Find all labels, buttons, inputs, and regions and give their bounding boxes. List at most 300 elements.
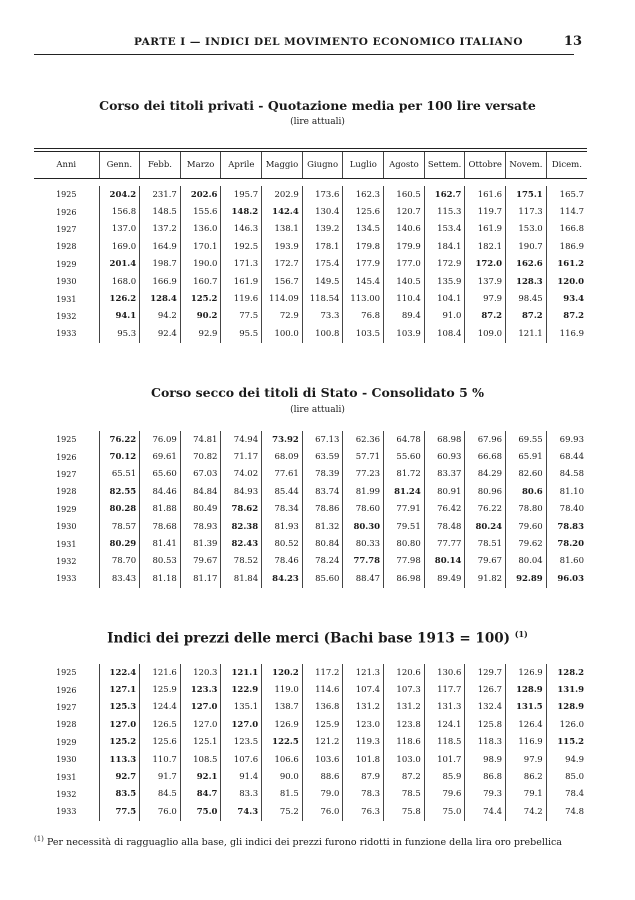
table-cell: 92.4: [140, 325, 181, 342]
table-row: [34, 716, 587, 733]
table-cell: 74.02: [221, 466, 262, 483]
table-cell: 84.23: [262, 570, 303, 587]
table-row: [34, 273, 587, 290]
table-cell: 126.0: [546, 716, 587, 733]
table-cell: 75.0: [180, 803, 221, 820]
row-year: 1931: [56, 539, 77, 549]
table-row: [34, 553, 587, 570]
table-row: [34, 483, 587, 500]
table-cell: 126.7: [465, 681, 506, 698]
table-cell: 132.4: [465, 699, 506, 716]
table-cell: 125.6: [343, 203, 384, 220]
table-cell: 78.46: [262, 553, 303, 570]
table-cell: 138.1: [262, 221, 303, 238]
table-cell: 65.91: [506, 448, 547, 465]
table-cell: 123.5: [221, 734, 262, 751]
table-cell: 127.0: [99, 716, 140, 733]
table-cell: 78.3: [343, 786, 384, 803]
table-cell: 80.49: [180, 501, 221, 518]
table-row: [34, 186, 587, 203]
table-row: [34, 203, 587, 220]
table-cell: 95.5: [221, 325, 262, 342]
table-cell: 125.1: [180, 734, 221, 751]
column-header-month: Aprile: [221, 152, 262, 178]
table-cell: 64.78: [384, 431, 425, 448]
table-cell: 77.78: [343, 553, 384, 570]
table-cell: 80.84: [302, 535, 343, 552]
header-bottom-rule: [34, 178, 587, 179]
table-cell: 78.93: [180, 518, 221, 535]
table-cell: 121.1: [506, 325, 547, 342]
table-cell: 153.0: [506, 221, 547, 238]
table-cell: 113.00: [343, 290, 384, 307]
table-cell: 78.24: [302, 553, 343, 570]
table-cell: 83.5: [99, 786, 140, 803]
table-cell: 124.1: [424, 716, 465, 733]
table-cell: 121.1: [221, 664, 262, 681]
table-row: [34, 238, 587, 255]
table-row: [34, 734, 587, 751]
table-cell: 95.3: [99, 325, 140, 342]
table-cell: 106.6: [262, 751, 303, 768]
table-cell: 74.8: [546, 803, 587, 820]
table-cell: 119.0: [262, 681, 303, 698]
table-cell: 98.45: [506, 290, 547, 307]
section1-table: [34, 186, 587, 343]
footnote-marker: (1): [34, 835, 44, 843]
table-cell: 165.7: [546, 186, 587, 203]
table-cell: 120.0: [546, 273, 587, 290]
table-cell: 80.30: [343, 518, 384, 535]
table-cell: 80.14: [424, 553, 465, 570]
table-row: [34, 448, 587, 465]
table-cell: 126.4: [506, 716, 547, 733]
table-cell: 108.5: [180, 751, 221, 768]
row-year: 1930: [56, 522, 77, 532]
table-cell: 78.20: [546, 535, 587, 552]
table-cell: 116.9: [546, 325, 587, 342]
table-row: [34, 535, 587, 552]
table-cell: 101.8: [343, 751, 384, 768]
row-year: 1930: [56, 755, 77, 765]
table-cell: 87.2: [465, 308, 506, 325]
table-cell: 121.3: [343, 664, 384, 681]
table-cell: 107.3: [384, 681, 425, 698]
table-cell: 140.5: [384, 273, 425, 290]
table-cell: 128.2: [546, 664, 587, 681]
table-row: [34, 664, 587, 681]
table-cell: 78.83: [546, 518, 587, 535]
table-cell: 113.3: [99, 751, 140, 768]
row-year: 1932: [56, 556, 77, 566]
table-cell: 81.10: [546, 483, 587, 500]
table-cell: 80.96: [465, 483, 506, 500]
column-header-month: Ottobre: [465, 152, 506, 178]
running-title: PARTE I — INDICI DEL MOVIMENTO ECONOMICO ITALIANO: [134, 36, 524, 48]
table-cell: 76.0: [140, 803, 181, 820]
column-header-month: Marzo: [180, 152, 221, 178]
table-cell: 75.0: [424, 803, 465, 820]
table-cell: 79.62: [506, 535, 547, 552]
section1-title: Corso dei titoli privati - Quotazione media per 100 lire versate: [99, 98, 536, 113]
table-cell: 107.6: [221, 751, 262, 768]
table-cell: 67.96: [465, 431, 506, 448]
table-cell: 166.8: [546, 221, 587, 238]
table-cell: 80.6: [506, 483, 547, 500]
table-cell: 126.2: [99, 290, 140, 307]
table-cell: 76.0: [302, 803, 343, 820]
table-cell: 78.62: [221, 501, 262, 518]
table-cell: 103.0: [384, 751, 425, 768]
table-cell: 66.68: [465, 448, 506, 465]
table-cell: 79.67: [180, 553, 221, 570]
table-cell: 125.8: [465, 716, 506, 733]
table-cell: 198.7: [140, 256, 181, 273]
table-cell: 97.9: [506, 751, 547, 768]
row-year: 1925: [56, 435, 77, 445]
table-cell: 85.0: [546, 768, 587, 785]
table-cell: 162.7: [424, 186, 465, 203]
table-cell: 126.9: [262, 716, 303, 733]
table-cell: 93.4: [546, 290, 587, 307]
table-cell: 89.49: [424, 570, 465, 587]
column-header-month: Luglio: [343, 152, 384, 178]
row-year: 1927: [56, 702, 77, 712]
table-cell: 126.5: [140, 716, 181, 733]
row-year: 1926: [56, 207, 77, 217]
section2-title: Corso secco dei titoli di Stato - Consolidato 5 %: [151, 385, 484, 400]
table-cell: 74.2: [506, 803, 547, 820]
table-cell: 124.4: [140, 699, 181, 716]
table-row: [34, 221, 587, 238]
table-cell: 88.47: [343, 570, 384, 587]
table-cell: 91.0: [424, 308, 465, 325]
table-cell: 182.1: [465, 238, 506, 255]
footnote: [34, 835, 594, 848]
table-cell: 134.5: [343, 221, 384, 238]
table-cell: 195.7: [221, 186, 262, 203]
table-cell: 131.2: [384, 699, 425, 716]
table-cell: 118.54: [302, 290, 343, 307]
row-year: 1926: [56, 452, 77, 462]
table-cell: 92.7: [99, 768, 140, 785]
table-cell: 86.8: [465, 768, 506, 785]
table-cell: 77.23: [343, 466, 384, 483]
table-cell: 175.1: [506, 186, 547, 203]
table-cell: 146.3: [221, 221, 262, 238]
table-cell: 204.2: [99, 186, 140, 203]
table-cell: 128.4: [140, 290, 181, 307]
table-cell: 91.82: [465, 570, 506, 587]
table-cell: 77.5: [221, 308, 262, 325]
table-cell: 87.2: [384, 768, 425, 785]
table-cell: 122.9: [221, 681, 262, 698]
table-cell: 78.4: [546, 786, 587, 803]
column-header-month: Novem.: [506, 152, 547, 178]
table-cell: 91.4: [221, 768, 262, 785]
row-year: 1928: [56, 487, 77, 497]
table-cell: 78.70: [99, 553, 140, 570]
table-cell: 81.41: [140, 535, 181, 552]
section1-subtitle: (lire attuali): [290, 117, 345, 127]
table-cell: 77.98: [384, 553, 425, 570]
table-cell: 79.6: [424, 786, 465, 803]
table-cell: 81.32: [302, 518, 343, 535]
table-cell: 171.3: [221, 256, 262, 273]
table-cell: 57.71: [343, 448, 384, 465]
table-row: [34, 786, 587, 803]
table-cell: 82.60: [506, 466, 547, 483]
table-cell: 63.59: [302, 448, 343, 465]
table-row: [34, 751, 587, 768]
table-cell: 231.7: [140, 186, 181, 203]
table-cell: 100.8: [302, 325, 343, 342]
table-cell: 74.94: [221, 431, 262, 448]
table-top-rule: [34, 148, 587, 149]
table-cell: 164.9: [140, 238, 181, 255]
table-cell: 175.4: [302, 256, 343, 273]
table-cell: 136.0: [180, 221, 221, 238]
section2-table: [34, 431, 587, 588]
table-cell: 79.51: [384, 518, 425, 535]
table-cell: 119.6: [221, 290, 262, 307]
table-cell: 118.5: [424, 734, 465, 751]
row-year: 1931: [56, 294, 77, 304]
section3-title-note: (1): [514, 629, 528, 639]
table-cell: 92.89: [506, 570, 547, 587]
table-cell: 122.5: [262, 734, 303, 751]
table-cell: 78.80: [506, 501, 547, 518]
table-cell: 83.3: [221, 786, 262, 803]
table-cell: 193.9: [262, 238, 303, 255]
table-cell: 90.2: [180, 308, 221, 325]
table-cell: 162.6: [506, 256, 547, 273]
table-cell: 135.9: [424, 273, 465, 290]
table-cell: 85.44: [262, 483, 303, 500]
table-cell: 79.0: [302, 786, 343, 803]
table-cell: 76.09: [140, 431, 181, 448]
table-cell: 80.52: [262, 535, 303, 552]
row-year: 1928: [56, 242, 77, 252]
table-cell: 125.2: [180, 290, 221, 307]
table-cell: 74.3: [221, 803, 262, 820]
table-cell: 81.5: [262, 786, 303, 803]
table-cell: 89.4: [384, 308, 425, 325]
table-cell: 84.46: [140, 483, 181, 500]
table-cell: 125.3: [99, 699, 140, 716]
row-year: 1930: [56, 277, 77, 287]
table-cell: 81.72: [384, 466, 425, 483]
table-cell: 121.2: [302, 734, 343, 751]
table-cell: 125.2: [99, 734, 140, 751]
table-cell: 88.6: [302, 768, 343, 785]
table-cell: 103.5: [343, 325, 384, 342]
table-cell: 84.29: [465, 466, 506, 483]
table-cell: 68.98: [424, 431, 465, 448]
table-cell: 78.86: [302, 501, 343, 518]
table-cell: 131.2: [343, 699, 384, 716]
table-cell: 84.93: [221, 483, 262, 500]
table-cell: 81.84: [221, 570, 262, 587]
table-row: [34, 518, 587, 535]
table-cell: 177.9: [343, 256, 384, 273]
table-row: [34, 308, 587, 325]
table-cell: 115.3: [424, 203, 465, 220]
table-cell: 136.8: [302, 699, 343, 716]
table-cell: 81.17: [180, 570, 221, 587]
table-cell: 137.2: [140, 221, 181, 238]
table-cell: 84.58: [546, 466, 587, 483]
table-cell: 135.1: [221, 699, 262, 716]
table-cell: 80.24: [465, 518, 506, 535]
row-year: 1925: [56, 190, 77, 200]
table-row: [34, 466, 587, 483]
table-cell: 77.91: [384, 501, 425, 518]
table-cell: 78.51: [465, 535, 506, 552]
table-cell: 117.7: [424, 681, 465, 698]
table-cell: 84.84: [180, 483, 221, 500]
table-cell: 79.1: [506, 786, 547, 803]
section3-title-text: Indici dei prezzi delle merci (Bachi base 1913 = 100): [107, 630, 510, 647]
table-cell: 126.9: [506, 664, 547, 681]
table-cell: 161.9: [465, 221, 506, 238]
section3-table: [34, 664, 587, 821]
table-cell: 74.81: [180, 431, 221, 448]
table-cell: 125.9: [140, 681, 181, 698]
table-cell: 179.9: [384, 238, 425, 255]
table-cell: 69.61: [140, 448, 181, 465]
table-cell: 130.6: [424, 664, 465, 681]
table-cell: 81.60: [546, 553, 587, 570]
table-cell: 202.6: [180, 186, 221, 203]
table-cell: 142.4: [262, 203, 303, 220]
table-cell: 73.3: [302, 308, 343, 325]
footnote-text: Per necessità di ragguaglio alla base, gli indici dei prezzi furono ridotti in funzione della lira oro prebellica: [46, 837, 562, 849]
row-year: 1927: [56, 224, 77, 234]
table-cell: 94.9: [546, 751, 587, 768]
table-cell: 120.3: [180, 664, 221, 681]
table-cell: 122.4: [99, 664, 140, 681]
table-cell: 91.7: [140, 768, 181, 785]
table-cell: 123.0: [343, 716, 384, 733]
table-cell: 156.7: [262, 273, 303, 290]
table-cell: 118.6: [384, 734, 425, 751]
table-cell: 125.6: [140, 734, 181, 751]
table-cell: 148.2: [221, 203, 262, 220]
table-cell: 82.55: [99, 483, 140, 500]
table-cell: 179.8: [343, 238, 384, 255]
table-cell: 81.88: [140, 501, 181, 518]
row-year: 1932: [56, 311, 77, 321]
table-cell: 166.9: [140, 273, 181, 290]
table-cell: 94.2: [140, 308, 181, 325]
table-cell: 125.9: [302, 716, 343, 733]
table-cell: 108.4: [424, 325, 465, 342]
table-cell: 186.9: [546, 238, 587, 255]
table-cell: 119.7: [465, 203, 506, 220]
table-cell: 62.36: [343, 431, 384, 448]
row-year: 1933: [56, 574, 77, 584]
table-cell: 87.9: [343, 768, 384, 785]
table-cell: 168.0: [99, 273, 140, 290]
row-year: 1926: [56, 685, 77, 695]
table-cell: 81.99: [343, 483, 384, 500]
table-cell: 109.0: [465, 325, 506, 342]
column-header-row: [34, 152, 587, 178]
table-cell: 160.7: [180, 273, 221, 290]
table-cell: 120.6: [384, 664, 425, 681]
table-cell: 161.6: [465, 186, 506, 203]
table-cell: 127.0: [180, 699, 221, 716]
table-cell: 78.68: [140, 518, 181, 535]
table-cell: 172.7: [262, 256, 303, 273]
column-header-month: Dicem.: [546, 152, 587, 178]
table-row: [34, 431, 587, 448]
table-cell: 98.9: [465, 751, 506, 768]
table-cell: 94.1: [99, 308, 140, 325]
row-year: 1928: [56, 720, 77, 730]
row-year: 1931: [56, 772, 77, 782]
table-cell: 138.7: [262, 699, 303, 716]
table-cell: 172.9: [424, 256, 465, 273]
table-cell: 115.2: [546, 734, 587, 751]
column-header-month: Febb.: [140, 152, 181, 178]
table-cell: 70.12: [99, 448, 140, 465]
table-cell: 77.61: [262, 466, 303, 483]
table-cell: 172.0: [465, 256, 506, 273]
table-cell: 78.57: [99, 518, 140, 535]
header-rule: [34, 54, 574, 55]
table-cell: 127.0: [180, 716, 221, 733]
table-cell: 131.9: [546, 681, 587, 698]
table-cell: 78.39: [302, 466, 343, 483]
table-cell: 82.38: [221, 518, 262, 535]
table-cell: 97.9: [465, 290, 506, 307]
table-cell: 86.2: [506, 768, 547, 785]
column-header-month: Genn.: [99, 152, 140, 178]
table-cell: 114.7: [546, 203, 587, 220]
table-cell: 177.0: [384, 256, 425, 273]
table-cell: 184.1: [424, 238, 465, 255]
table-cell: 78.40: [546, 501, 587, 518]
table-cell: 55.60: [384, 448, 425, 465]
table-cell: 72.9: [262, 308, 303, 325]
table-row: [34, 768, 587, 785]
table-cell: 119.3: [343, 734, 384, 751]
table-cell: 65.51: [99, 466, 140, 483]
table-cell: 76.22: [465, 501, 506, 518]
table-cell: 190.0: [180, 256, 221, 273]
row-year: 1927: [56, 469, 77, 479]
table-cell: 74.4: [465, 803, 506, 820]
table-cell: 84.5: [140, 786, 181, 803]
table-cell: 153.4: [424, 221, 465, 238]
table-cell: 76.22: [99, 431, 140, 448]
page-header: [34, 34, 582, 52]
table-cell: 123.3: [180, 681, 221, 698]
table-cell: 80.04: [506, 553, 547, 570]
table-cell: 79.60: [506, 518, 547, 535]
table-cell: 155.6: [180, 203, 221, 220]
table-cell: 76.8: [343, 308, 384, 325]
table-row: [34, 501, 587, 518]
table-row: [34, 699, 587, 716]
table-cell: 110.4: [384, 290, 425, 307]
section2-subtitle: (lire attuali): [290, 405, 345, 415]
table-cell: 160.5: [384, 186, 425, 203]
table-cell: 67.03: [180, 466, 221, 483]
table-cell: 161.9: [221, 273, 262, 290]
